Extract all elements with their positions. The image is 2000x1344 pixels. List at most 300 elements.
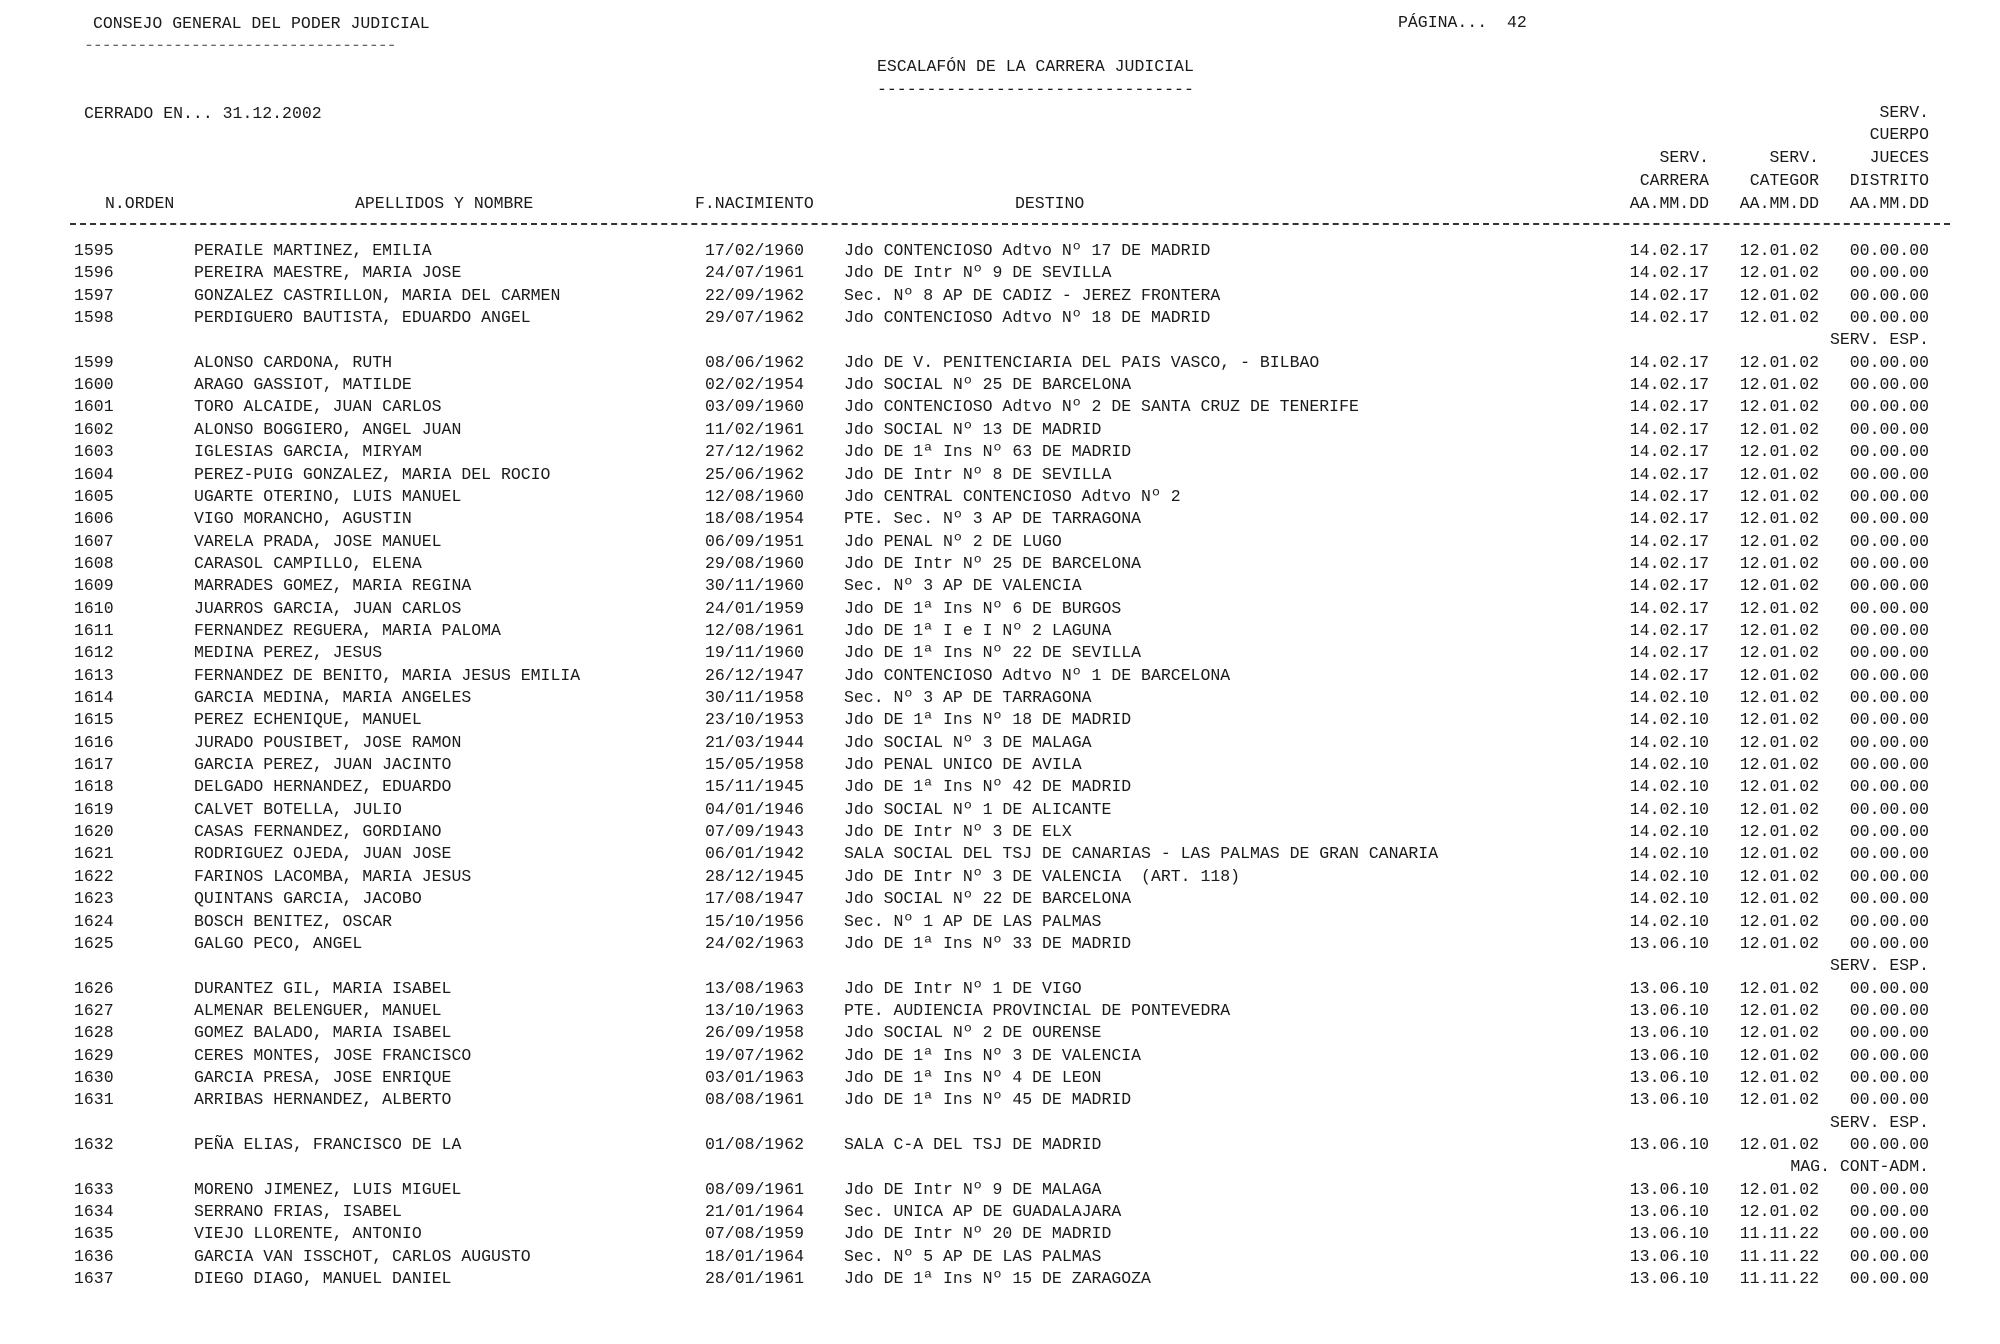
cell-destino: Jdo DE 1ª Ins Nº 45 DE MADRID <box>844 1090 1132 1110</box>
cell-nombre: DELGADO HERNANDEZ, EDUARDO <box>194 777 452 797</box>
cell-serv-carrera: 14.02.10 <box>1629 822 1709 842</box>
col-header-fecha: F.NACIMIENTO <box>695 194 814 213</box>
cell-nombre: SERRANO FRIAS, ISABEL <box>194 1202 402 1222</box>
cell-serv-distrito: 00.00.00 <box>1849 688 1929 707</box>
cell-orden: 1637 <box>74 1269 114 1289</box>
header-divider <box>70 223 1950 225</box>
cell-serv-categor: 12.01.02 <box>1739 509 1819 529</box>
cell-destino: Jdo DE 1ª Ins Nº 4 DE LEON <box>844 1067 1102 1087</box>
cell-serv-categor: 12.01.02 <box>1739 755 1819 775</box>
cell-serv-distrito: 00.00.00 <box>1849 755 1929 775</box>
cell-fecha: 15/10/1956 <box>705 911 805 931</box>
cell-serv-categor: 12.01.02 <box>1739 442 1819 462</box>
cell-nombre: GOMEZ BALADO, MARIA ISABEL <box>194 1023 452 1043</box>
table-row <box>0 799 2000 821</box>
cell-serv-carrera: 13.06.10 <box>1629 1067 1709 1087</box>
cell-serv-categor: 12.01.02 <box>1739 777 1819 797</box>
cell-nombre: ALONSO CARDONA, RUTH <box>194 352 393 372</box>
table-row <box>0 307 2000 329</box>
cell-serv-distrito: 00.00.00 <box>1849 844 1929 864</box>
cell-serv-carrera: 13.06.10 <box>1629 978 1709 998</box>
cell-serv-carrera: 14.02.10 <box>1629 755 1709 775</box>
cell-orden: 1628 <box>74 1023 114 1043</box>
table-row <box>0 1246 2000 1268</box>
cell-fecha: 18/01/1964 <box>705 1246 805 1266</box>
col-header-nombre: APELLIDOS Y NOMBRE <box>355 194 534 213</box>
cell-serv-distrito: 00.00.00 <box>1849 1224 1929 1244</box>
table-row <box>0 486 2000 508</box>
cell-destino: Jdo DE 1ª Ins Nº 6 DE BURGOS <box>844 598 1122 618</box>
table-row <box>0 776 2000 798</box>
cell-serv-distrito: 00.00.00 <box>1849 777 1929 797</box>
cell-serv-categor: 12.01.02 <box>1739 531 1819 551</box>
note-label: SERV. ESP. <box>1829 1112 1929 1132</box>
cell-destino: Jdo CONTENCIOSO Adtvo Nº 18 DE MADRID <box>844 308 1211 328</box>
cell-serv-carrera: 14.02.10 <box>1629 732 1709 752</box>
cell-destino: PTE. AUDIENCIA PROVINCIAL DE PONTEVEDRA <box>844 1000 1231 1020</box>
cell-serv-carrera: 14.02.10 <box>1629 889 1709 909</box>
cell-serv-distrito: 00.00.00 <box>1849 732 1929 752</box>
page-number: 42 <box>1506 13 1527 32</box>
cell-serv-carrera: 14.02.17 <box>1629 397 1709 417</box>
col-header-distrito-3: JUECES <box>1869 148 1929 167</box>
table-row <box>0 978 2000 1000</box>
col-header-categor-2: CATEGOR <box>1749 171 1819 190</box>
table-row <box>0 754 2000 776</box>
table-row <box>0 374 2000 396</box>
table-row <box>0 464 2000 486</box>
cell-orden: 1611 <box>74 620 114 640</box>
cell-destino: SALA SOCIAL DEL TSJ DE CANARIAS - LAS PALMAS DE GRAN CANARIA <box>844 844 1439 864</box>
table-row <box>0 352 2000 374</box>
cell-orden: 1605 <box>74 486 114 506</box>
cell-fecha: 21/01/1964 <box>705 1202 805 1222</box>
cell-orden: 1608 <box>74 553 114 573</box>
cell-destino: Jdo DE Intr Nº 20 DE MADRID <box>844 1224 1112 1244</box>
table-row <box>0 620 2000 642</box>
cell-serv-carrera: 13.06.10 <box>1629 1090 1709 1110</box>
cell-serv-carrera: 13.06.10 <box>1629 1135 1709 1154</box>
cell-nombre: JUARROS GARCIA, JUAN CARLOS <box>194 598 462 618</box>
cell-serv-carrera: 14.02.17 <box>1629 486 1709 506</box>
table-row <box>0 419 2000 441</box>
cell-nombre: PEÑA ELIAS, FRANCISCO DE LA <box>194 1135 462 1154</box>
cell-orden: 1625 <box>74 933 114 953</box>
cell-serv-distrito: 00.00.00 <box>1849 978 1929 998</box>
cell-serv-categor: 12.01.02 <box>1739 643 1819 663</box>
cell-orden: 1630 <box>74 1067 114 1087</box>
cell-serv-distrito: 00.00.00 <box>1849 464 1929 484</box>
cell-serv-distrito: 00.00.00 <box>1849 889 1929 909</box>
cell-serv-distrito: 00.00.00 <box>1849 1045 1929 1065</box>
cell-fecha: 06/09/1951 <box>705 531 805 551</box>
cell-serv-distrito: 00.00.00 <box>1849 553 1929 573</box>
cell-fecha: 03/09/1960 <box>705 397 805 417</box>
cell-destino: Jdo SOCIAL Nº 2 DE OURENSE <box>844 1023 1102 1043</box>
cell-serv-carrera: 13.06.10 <box>1629 1023 1709 1043</box>
table-row <box>0 911 2000 933</box>
cell-nombre: CALVET BOTELLA, JULIO <box>194 799 402 819</box>
cell-orden: 1596 <box>74 263 114 283</box>
cell-destino: Sec. Nº 1 AP DE LAS PALMAS <box>844 911 1102 931</box>
cell-destino: Jdo DE 1ª Ins Nº 22 DE SEVILLA <box>844 643 1142 663</box>
cell-serv-distrito: 00.00.00 <box>1849 576 1929 596</box>
cell-fecha: 26/12/1947 <box>705 665 805 685</box>
cell-serv-categor: 12.01.02 <box>1739 1045 1819 1065</box>
cell-serv-carrera: 14.02.17 <box>1629 553 1709 573</box>
cell-serv-distrito: 00.00.00 <box>1849 241 1929 260</box>
cell-destino: Jdo CONTENCIOSO Adtvo Nº 1 DE BARCELONA <box>844 665 1231 685</box>
cell-destino: Jdo DE Intr Nº 9 DE MALAGA <box>844 1179 1102 1199</box>
cell-serv-carrera: 14.02.17 <box>1629 665 1709 685</box>
cell-nombre: PEREIRA MAESTRE, MARIA JOSE <box>194 263 462 283</box>
cell-serv-carrera: 13.06.10 <box>1629 1224 1709 1244</box>
cell-serv-carrera: 14.02.17 <box>1629 509 1709 529</box>
cell-fecha: 08/06/1962 <box>705 352 805 372</box>
cell-orden: 1607 <box>74 531 114 551</box>
section-note <box>0 1156 2000 1178</box>
section-note <box>0 1112 2000 1134</box>
cell-fecha: 28/01/1961 <box>705 1269 805 1289</box>
cell-orden: 1614 <box>74 688 114 707</box>
document-title: ESCALAFÓN DE LA CARRERA JUDICIAL <box>877 57 1194 76</box>
col-header-distrito-4: DISTRITO <box>1849 171 1929 190</box>
cell-fecha: 02/02/1954 <box>705 375 805 395</box>
table-row <box>0 1201 2000 1223</box>
cell-orden: 1629 <box>74 1045 114 1065</box>
cell-serv-distrito: 00.00.00 <box>1849 710 1929 730</box>
cell-orden: 1620 <box>74 822 114 842</box>
cell-nombre: RODRIGUEZ OJEDA, JUAN JOSE <box>194 844 452 864</box>
cell-destino: Jdo DE 1ª Ins Nº 15 DE ZARAGOZA <box>844 1269 1151 1289</box>
cell-destino: PTE. Sec. Nº 3 AP DE TARRAGONA <box>844 509 1142 529</box>
table-row <box>0 1045 2000 1067</box>
table-row <box>0 1000 2000 1022</box>
note-label: SERV. ESP. <box>1829 956 1929 976</box>
table-row <box>0 1134 2000 1156</box>
col-header-categor-1: SERV. <box>1769 148 1819 167</box>
cell-nombre: MARRADES GOMEZ, MARIA REGINA <box>194 576 472 596</box>
page-label: PÁGINA... <box>1398 13 1488 32</box>
cell-destino: Jdo SOCIAL Nº 1 DE ALICANTE <box>844 799 1112 819</box>
table-row <box>0 285 2000 307</box>
cell-serv-carrera: 13.06.10 <box>1629 1179 1709 1199</box>
cell-orden: 1609 <box>74 576 114 596</box>
cell-orden: 1619 <box>74 799 114 819</box>
cell-serv-categor: 11.11.22 <box>1739 1224 1819 1244</box>
table-row <box>0 240 2000 262</box>
cell-orden: 1633 <box>74 1179 114 1199</box>
cell-serv-distrito: 00.00.00 <box>1849 643 1929 663</box>
cell-nombre: DIEGO DIAGO, MANUEL DANIEL <box>194 1269 452 1289</box>
cell-nombre: ALMENAR BELENGUER, MANUEL <box>194 1000 442 1020</box>
cell-serv-carrera: 14.02.10 <box>1629 866 1709 886</box>
cell-serv-carrera: 14.02.17 <box>1629 419 1709 439</box>
cell-serv-carrera: 13.06.10 <box>1629 1269 1709 1289</box>
cell-destino: Sec. Nº 5 AP DE LAS PALMAS <box>844 1246 1102 1266</box>
cell-serv-distrito: 00.00.00 <box>1849 1067 1929 1087</box>
cell-destino: Jdo SOCIAL Nº 22 DE BARCELONA <box>844 889 1132 909</box>
cell-fecha: 07/08/1959 <box>705 1224 805 1244</box>
cell-serv-carrera: 14.02.10 <box>1629 844 1709 864</box>
table-row <box>0 575 2000 597</box>
cell-serv-distrito: 00.00.00 <box>1849 442 1929 462</box>
cell-serv-carrera: 14.02.17 <box>1629 263 1709 283</box>
cell-fecha: 28/12/1945 <box>705 866 805 886</box>
cell-serv-distrito: 00.00.00 <box>1849 352 1929 372</box>
cell-fecha: 24/07/1961 <box>705 263 805 283</box>
cell-orden: 1600 <box>74 375 114 395</box>
cell-destino: Jdo PENAL UNICO DE AVILA <box>844 755 1082 775</box>
cell-fecha: 13/10/1963 <box>705 1000 805 1020</box>
cell-nombre: CERES MONTES, JOSE FRANCISCO <box>194 1045 472 1065</box>
col-header-carrera-3: AA.MM.DD <box>1629 194 1709 213</box>
cell-orden: 1624 <box>74 911 114 931</box>
cell-nombre: ALONSO BOGGIERO, ANGEL JUAN <box>194 419 462 439</box>
cell-fecha: 13/08/1963 <box>705 978 805 998</box>
cell-serv-distrito: 00.00.00 <box>1849 1246 1929 1266</box>
cell-nombre: PEREZ-PUIG GONZALEZ, MARIA DEL ROCIO <box>194 464 551 484</box>
cell-serv-distrito: 00.00.00 <box>1849 1269 1929 1289</box>
cell-orden: 1631 <box>74 1090 114 1110</box>
table-row <box>0 1223 2000 1245</box>
cell-destino: Jdo CONTENCIOSO Adtvo Nº 2 DE SANTA CRUZ DE TENERIFE <box>844 397 1359 417</box>
cell-destino: Jdo DE Intr Nº 8 DE SEVILLA <box>844 464 1112 484</box>
cell-destino: Jdo PENAL Nº 2 DE LUGO <box>844 531 1062 551</box>
cell-serv-distrito: 00.00.00 <box>1849 531 1929 551</box>
cell-serv-categor: 12.01.02 <box>1739 285 1819 305</box>
cell-orden: 1603 <box>74 442 114 462</box>
cell-nombre: VIGO MORANCHO, AGUSTIN <box>194 509 412 529</box>
cell-destino: Jdo DE 1ª I e I Nº 2 LAGUNA <box>844 620 1112 640</box>
cell-fecha: 18/08/1954 <box>705 509 805 529</box>
cell-orden: 1612 <box>74 643 114 663</box>
cell-serv-categor: 12.01.02 <box>1739 1000 1819 1020</box>
cell-serv-distrito: 00.00.00 <box>1849 866 1929 886</box>
cell-nombre: ARRIBAS HERNANDEZ, ALBERTO <box>194 1090 452 1110</box>
cell-serv-distrito: 00.00.00 <box>1849 1000 1929 1020</box>
cell-orden: 1617 <box>74 755 114 775</box>
cell-serv-categor: 12.01.02 <box>1739 241 1819 260</box>
cell-serv-carrera: 14.02.17 <box>1629 308 1709 328</box>
table-row <box>0 598 2000 620</box>
cell-serv-categor: 12.01.02 <box>1739 911 1819 931</box>
cell-serv-carrera: 14.02.17 <box>1629 375 1709 395</box>
cell-serv-carrera: 14.02.17 <box>1629 464 1709 484</box>
cell-serv-categor: 12.01.02 <box>1739 665 1819 685</box>
cell-orden: 1599 <box>74 352 114 372</box>
cell-serv-categor: 12.01.02 <box>1739 1090 1819 1110</box>
section-note <box>0 329 2000 351</box>
cell-orden: 1610 <box>74 598 114 618</box>
cell-serv-carrera: 14.02.17 <box>1629 576 1709 596</box>
cell-destino: Jdo DE Intr Nº 25 DE BARCELONA <box>844 553 1142 573</box>
cell-nombre: GARCIA VAN ISSCHOT, CARLOS AUGUSTO <box>194 1246 531 1266</box>
cell-serv-distrito: 00.00.00 <box>1849 1023 1929 1043</box>
cell-orden: 1604 <box>74 464 114 484</box>
cell-nombre: PERAILE MARTINEZ, EMILIA <box>194 241 432 260</box>
table-row <box>0 843 2000 865</box>
cell-serv-categor: 12.01.02 <box>1739 799 1819 819</box>
cell-serv-carrera: 14.02.17 <box>1629 598 1709 618</box>
col-header-distrito-1: SERV. <box>1879 103 1929 122</box>
cell-serv-carrera: 14.02.17 <box>1629 442 1709 462</box>
cell-destino: Jdo DE 1ª Ins Nº 63 DE MADRID <box>844 442 1132 462</box>
cell-serv-distrito: 00.00.00 <box>1849 1090 1929 1110</box>
cell-serv-categor: 12.01.02 <box>1739 1023 1819 1043</box>
cell-fecha: 15/11/1945 <box>705 777 805 797</box>
cell-destino: Jdo DE 1ª Ins Nº 42 DE MADRID <box>844 777 1132 797</box>
table-row <box>0 508 2000 530</box>
cell-nombre: VIEJO LLORENTE, ANTONIO <box>194 1224 422 1244</box>
note-label: SERV. ESP. <box>1829 330 1929 350</box>
cell-fecha: 15/05/1958 <box>705 755 805 775</box>
cell-serv-categor: 12.01.02 <box>1739 844 1819 864</box>
cell-destino: Jdo DE 1ª Ins Nº 33 DE MADRID <box>844 933 1132 953</box>
cell-orden: 1595 <box>74 241 114 260</box>
cell-serv-carrera: 14.02.17 <box>1629 643 1709 663</box>
cell-orden: 1602 <box>74 419 114 439</box>
cell-fecha: 19/11/1960 <box>705 643 805 663</box>
table-row <box>0 866 2000 888</box>
table-row <box>0 1089 2000 1111</box>
cell-destino: Jdo SOCIAL Nº 13 DE MADRID <box>844 419 1102 439</box>
cell-orden: 1601 <box>74 397 114 417</box>
cell-fecha: 25/06/1962 <box>705 464 805 484</box>
cell-nombre: GARCIA MEDINA, MARIA ANGELES <box>194 688 472 707</box>
cell-destino: Jdo CONTENCIOSO Adtvo Nº 17 DE MADRID <box>844 241 1211 260</box>
cell-serv-categor: 12.01.02 <box>1739 553 1819 573</box>
page-indicator <box>1398 13 1527 33</box>
cell-serv-carrera: 14.02.10 <box>1629 777 1709 797</box>
cell-nombre: BOSCH BENITEZ, OSCAR <box>194 911 393 931</box>
cell-serv-carrera: 14.02.17 <box>1629 241 1709 260</box>
cell-serv-categor: 12.01.02 <box>1739 978 1819 998</box>
cell-serv-distrito: 00.00.00 <box>1849 285 1929 305</box>
cell-serv-categor: 12.01.02 <box>1739 352 1819 372</box>
cell-orden: 1616 <box>74 732 114 752</box>
cell-serv-categor: 12.01.02 <box>1739 419 1819 439</box>
cell-serv-distrito: 00.00.00 <box>1849 665 1929 685</box>
cell-fecha: 30/11/1958 <box>705 688 805 707</box>
cell-nombre: DURANTEZ GIL, MARIA ISABEL <box>194 978 452 998</box>
cell-serv-categor: 12.01.02 <box>1739 732 1819 752</box>
cell-serv-distrito: 00.00.00 <box>1849 598 1929 618</box>
cell-serv-distrito: 00.00.00 <box>1849 419 1929 439</box>
cell-nombre: IGLESIAS GARCIA, MIRYAM <box>194 442 422 462</box>
col-header-carrera-2: CARRERA <box>1639 171 1709 190</box>
cell-serv-distrito: 00.00.00 <box>1849 620 1929 640</box>
cell-fecha: 29/08/1960 <box>705 553 805 573</box>
table-row <box>0 732 2000 754</box>
cell-destino: Jdo SOCIAL Nº 3 DE MALAGA <box>844 732 1092 752</box>
cell-serv-distrito: 00.00.00 <box>1849 822 1929 842</box>
cell-orden: 1618 <box>74 777 114 797</box>
cell-serv-categor: 12.01.02 <box>1739 598 1819 618</box>
cell-serv-distrito: 00.00.00 <box>1849 1179 1929 1199</box>
cell-fecha: 08/09/1961 <box>705 1179 805 1199</box>
cell-nombre: PEREZ ECHENIQUE, MANUEL <box>194 710 422 730</box>
cell-nombre: GONZALEZ CASTRILLON, MARIA DEL CARMEN <box>194 285 561 305</box>
cell-serv-categor: 12.01.02 <box>1739 710 1819 730</box>
cell-fecha: 11/02/1961 <box>705 419 805 439</box>
cell-serv-categor: 11.11.22 <box>1739 1246 1819 1266</box>
cell-serv-carrera: 14.02.10 <box>1629 911 1709 931</box>
cell-serv-distrito: 00.00.00 <box>1849 397 1929 417</box>
cell-nombre: TORO ALCAIDE, JUAN CARLOS <box>194 397 442 417</box>
cell-nombre: GALGO PECO, ANGEL <box>194 933 363 953</box>
cell-fecha: 19/07/1962 <box>705 1045 805 1065</box>
cell-destino: Jdo DE 1ª Ins Nº 3 DE VALENCIA <box>844 1045 1142 1065</box>
cell-destino: Jdo DE Intr Nº 9 DE SEVILLA <box>844 263 1112 283</box>
cell-serv-distrito: 00.00.00 <box>1849 1135 1929 1154</box>
cell-serv-carrera: 14.02.10 <box>1629 799 1709 819</box>
cell-fecha: 12/08/1960 <box>705 486 805 506</box>
cell-orden: 1632 <box>74 1135 114 1154</box>
cell-serv-distrito: 00.00.00 <box>1849 486 1929 506</box>
cell-orden: 1635 <box>74 1224 114 1244</box>
cell-serv-carrera: 14.02.10 <box>1629 710 1709 730</box>
table-row <box>0 531 2000 553</box>
cell-fecha: 26/09/1958 <box>705 1023 805 1043</box>
organization-name: CONSEJO GENERAL DEL PODER JUDICIAL <box>93 14 430 33</box>
cell-serv-categor: 12.01.02 <box>1739 688 1819 707</box>
cell-serv-categor: 12.01.02 <box>1739 620 1819 640</box>
cell-nombre: FERNANDEZ REGUERA, MARIA PALOMA <box>194 620 501 640</box>
table-row <box>0 262 2000 284</box>
cell-destino: Jdo SOCIAL Nº 25 DE BARCELONA <box>844 375 1132 395</box>
cell-serv-carrera: 14.02.17 <box>1629 285 1709 305</box>
cell-destino: Jdo DE Intr Nº 3 DE VALENCIA (ART. 118) <box>844 866 1241 886</box>
cell-orden: 1626 <box>74 978 114 998</box>
cell-orden: 1627 <box>74 1000 114 1020</box>
cell-serv-distrito: 00.00.00 <box>1849 509 1929 529</box>
cell-serv-distrito: 00.00.00 <box>1849 799 1929 819</box>
cell-serv-categor: 11.11.22 <box>1739 1269 1819 1289</box>
cell-nombre: QUINTANS GARCIA, JACOBO <box>194 889 422 909</box>
cell-serv-distrito: 00.00.00 <box>1849 263 1929 283</box>
col-header-orden: N.ORDEN <box>105 194 175 213</box>
cell-serv-carrera: 14.02.10 <box>1629 688 1709 707</box>
cell-serv-carrera: 13.06.10 <box>1629 1202 1709 1222</box>
cell-serv-categor: 12.01.02 <box>1739 263 1819 283</box>
cell-orden: 1613 <box>74 665 114 685</box>
cell-nombre: GARCIA PRESA, JOSE ENRIQUE <box>194 1067 452 1087</box>
closed-label: CERRADO EN... <box>84 104 213 123</box>
cell-destino: Sec. Nº 8 AP DE CADIZ - JEREZ FRONTERA <box>844 285 1221 305</box>
cell-serv-categor: 12.01.02 <box>1739 822 1819 842</box>
cell-nombre: VARELA PRADA, JOSE MANUEL <box>194 531 442 551</box>
cell-fecha: 08/08/1961 <box>705 1090 805 1110</box>
cell-serv-categor: 12.01.02 <box>1739 397 1819 417</box>
table-row <box>0 1268 2000 1290</box>
cell-serv-categor: 12.01.02 <box>1739 866 1819 886</box>
cell-destino: Jdo DE Intr Nº 3 DE ELX <box>844 822 1072 842</box>
cell-orden: 1597 <box>74 285 114 305</box>
cell-serv-categor: 12.01.02 <box>1739 1179 1819 1199</box>
cell-serv-carrera: 13.06.10 <box>1629 1045 1709 1065</box>
cell-serv-carrera: 13.06.10 <box>1629 1000 1709 1020</box>
cell-serv-carrera: 13.06.10 <box>1629 1246 1709 1266</box>
col-header-carrera-1: SERV. <box>1659 148 1709 167</box>
table-row <box>0 396 2000 418</box>
cell-nombre: GARCIA PEREZ, JUAN JACINTO <box>194 755 452 775</box>
closed-date: 31.12.2002 <box>222 104 322 123</box>
cell-orden: 1621 <box>74 844 114 864</box>
cell-fecha: 21/03/1944 <box>705 732 805 752</box>
col-header-categor-3: AA.MM.DD <box>1739 194 1819 213</box>
cell-orden: 1598 <box>74 308 114 328</box>
